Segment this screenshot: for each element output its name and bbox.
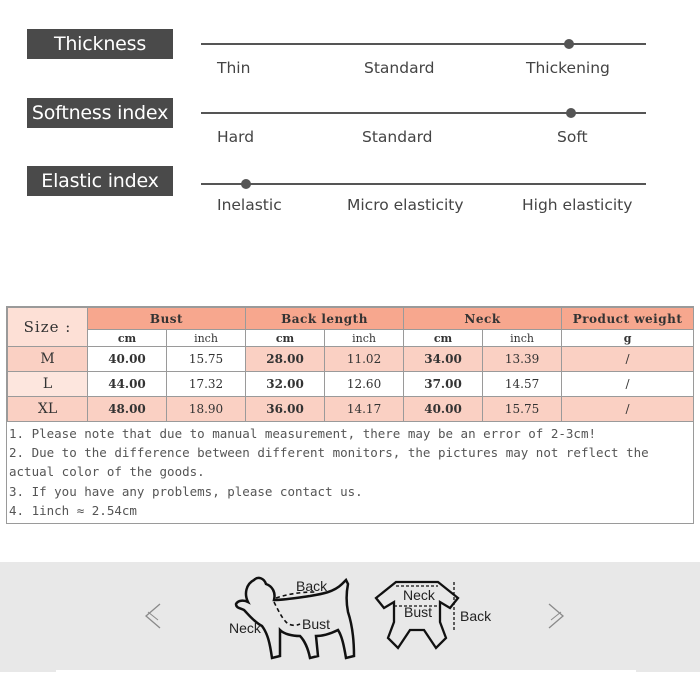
softness-scale-line [201, 112, 646, 114]
back-cm-cell: 36.00 [246, 397, 325, 422]
elastic-option-inelastic: Inelastic [217, 196, 282, 214]
note-item: 3. If you have any problems, please contact us. [9, 483, 363, 499]
bust-inch-cell: 18.90 [167, 397, 246, 422]
softness-index-label: Softness index [27, 98, 173, 128]
unit-header: cm [88, 330, 167, 347]
size-header: Size : [8, 308, 88, 347]
neck-inch-cell: 13.39 [483, 347, 562, 372]
elastic-scale-line [201, 183, 646, 185]
thickness-option-standard: Standard [364, 59, 435, 77]
measurement-diagram [0, 562, 700, 672]
size-cell: L [8, 372, 88, 397]
neck-cm-cell: 34.00 [404, 347, 483, 372]
note-item: 1. Please note that due to manual measurement, there may be an error of 2-3cm! [9, 426, 596, 441]
back-inch-cell: 12.60 [325, 372, 404, 397]
neck-cm-cell: 37.00 [404, 372, 483, 397]
weight-cell: / [562, 397, 694, 422]
thickness-option-thin: Thin [217, 59, 251, 77]
note-item: 2. Due to the difference between different monitors, the pictures may not reflect the actual color of the goods. [9, 445, 649, 480]
softness-option-standard: Standard [362, 128, 433, 146]
thickness-option-thickening: Thickening [526, 59, 610, 77]
bust-cm-cell: 48.00 [88, 397, 167, 422]
thickness-marker [564, 39, 574, 49]
softness-option-hard: Hard [217, 128, 255, 146]
softness-option-soft: Soft [557, 128, 588, 146]
neck-header: Neck [404, 308, 562, 330]
elastic-option-high: High elasticity [522, 196, 633, 214]
neck-inch-cell: 14.57 [483, 372, 562, 397]
back-cm-cell: 28.00 [246, 347, 325, 372]
elastic-index-label: Elastic index [27, 166, 173, 196]
product-weight-header: Product weight [562, 308, 694, 330]
size-cell: M [8, 347, 88, 372]
garment-back-label: Back [460, 608, 492, 624]
back-inch-cell: 11.02 [325, 347, 404, 372]
elastic-option-micro: Micro elasticity [347, 196, 464, 214]
softness-index [0, 98, 700, 158]
bust-inch-cell: 17.32 [167, 372, 246, 397]
back-inch-cell: 14.17 [325, 397, 404, 422]
garment-neck-label: Neck [403, 587, 435, 603]
back-cm-cell: 32.00 [246, 372, 325, 397]
thickness-index [0, 29, 700, 89]
neck-cm-cell: 40.00 [404, 397, 483, 422]
bust-inch-cell: 15.75 [167, 347, 246, 372]
thickness-index-label: Thickness index [27, 29, 173, 59]
unit-header: inch [325, 330, 404, 347]
unit-header: inch [167, 330, 246, 347]
divider [56, 670, 636, 672]
back-length-header: Back length [246, 308, 404, 330]
unit-header: inch [483, 330, 562, 347]
dog-bust-label: Bust [302, 616, 331, 632]
bust-cm-cell: 44.00 [88, 372, 167, 397]
unit-header: cm [404, 330, 483, 347]
table-row [8, 372, 694, 397]
thickness-scale-line [201, 43, 646, 45]
size-table [7, 307, 694, 422]
bust-cm-cell: 40.00 [88, 347, 167, 372]
prev-arrow-icon[interactable] [142, 602, 164, 636]
bust-header: Bust [88, 308, 246, 330]
neck-inch-cell: 15.75 [483, 397, 562, 422]
elastic-index [0, 166, 700, 226]
softness-marker [566, 108, 576, 118]
size-chart [6, 306, 694, 524]
dog-neck-label: Neck [229, 620, 261, 636]
size-cell: XL [8, 397, 88, 422]
garment-bust-label: Bust [404, 604, 433, 620]
weight-cell: / [562, 372, 694, 397]
dog-back-label: Back [296, 578, 328, 594]
elastic-marker [241, 179, 251, 189]
note-item: 4. 1inch ≈ 2.54cm [9, 502, 137, 518]
size-notes [7, 422, 693, 523]
unit-header: g [562, 330, 694, 347]
next-arrow-icon[interactable] [545, 602, 567, 636]
table-row [8, 397, 694, 422]
unit-header: cm [246, 330, 325, 347]
table-row [8, 347, 694, 372]
weight-cell: / [562, 347, 694, 372]
